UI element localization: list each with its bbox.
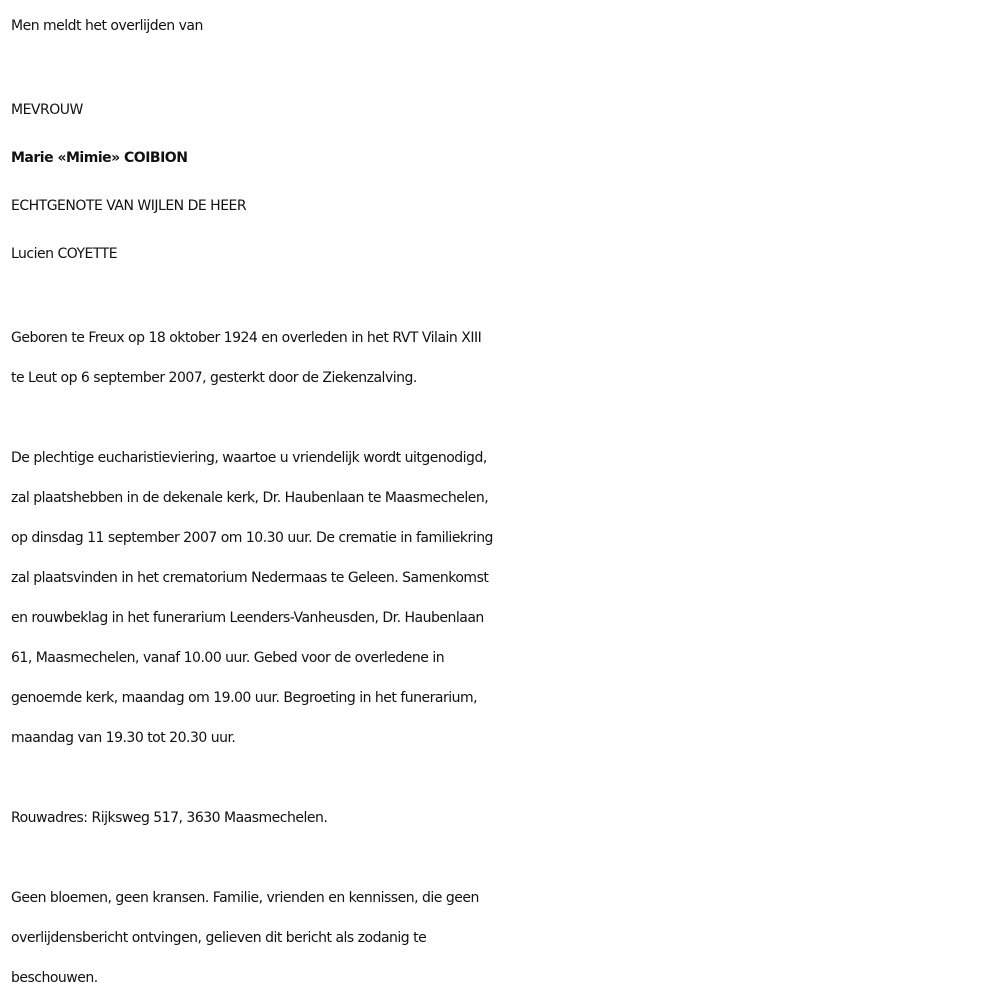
- paragraph-line: beschouwen.: [11, 970, 98, 986]
- paragraph-line: 61, Maasmechelen, vanaf 10.00 uur. Gebed voor de overledene in: [11, 650, 445, 666]
- spacer: [11, 398, 1000, 438]
- intro-text: Men meldt het overlijden van: [11, 18, 203, 34]
- spouse-name: Lucien COYETTE: [11, 246, 118, 262]
- birth-death-paragraph: [11, 318, 1000, 398]
- spacer: [11, 838, 1000, 878]
- paragraph-line: maandag van 19.30 tot 20.30 uur.: [11, 730, 236, 746]
- paragraph-line: genoemde kerk, maandag om 19.00 uur. Begroeting in het funerarium,: [11, 690, 478, 706]
- closing-paragraph: [11, 878, 1000, 998]
- paragraph-line: De plechtige eucharistieviering, waartoe u vriendelijk wordt uitgenodigd,: [11, 450, 487, 466]
- spacer: [11, 278, 1000, 318]
- ceremony-paragraph: [11, 438, 1000, 758]
- deceased-name: Marie «Mimie» COIBION: [11, 150, 188, 166]
- title-text: MEVROUW: [11, 102, 83, 118]
- paragraph-line: Rouwadres: Rijksweg 517, 3630 Maasmechelen.: [11, 810, 328, 826]
- paragraph-line: overlijdensbericht ontvingen, gelieven dit bericht als zodanig te: [11, 930, 427, 946]
- paragraph-line: Geboren te Freux op 18 oktober 1924 en overleden in het RVT Vilain XIII: [11, 330, 482, 346]
- spacer: [11, 758, 1000, 798]
- paragraph-line: zal plaatshebben in de dekenale kerk, Dr. Haubenlaan te Maasmechelen,: [11, 490, 489, 506]
- paragraph-line: zal plaatsvinden in het crematorium Nedermaas te Geleen. Samenkomst: [11, 570, 489, 586]
- paragraph-line: en rouwbeklag in het funerarium Leenders-Vanheusden, Dr. Haubenlaan: [11, 610, 484, 626]
- relation-text: ECHTGENOTE VAN WIJLEN DE HEER: [11, 198, 247, 214]
- paragraph-line: te Leut op 6 september 2007, gesterkt door de Ziekenzalving.: [11, 370, 417, 386]
- paragraph-line: op dinsdag 11 september 2007 om 10.30 uur. De crematie in familiekring: [11, 530, 493, 546]
- paragraph-line: Geen bloemen, geen kransen. Familie, vrienden en kennissen, die geen: [11, 890, 479, 906]
- address-paragraph: [11, 798, 1000, 838]
- spacer: [11, 46, 1000, 86]
